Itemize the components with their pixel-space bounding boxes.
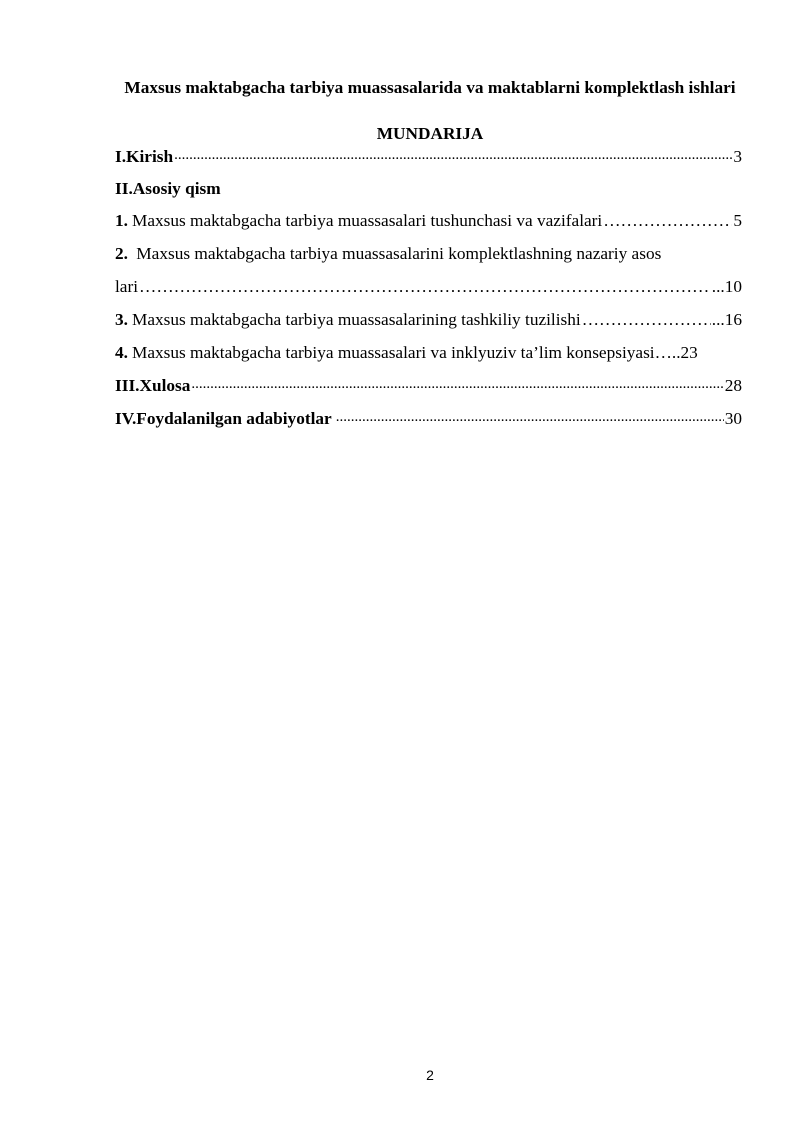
toc-entry-page: 30: [724, 409, 742, 428]
toc-entry-label: IV.Foydalanilgan adabiyotlar: [115, 409, 332, 428]
toc-entry-text-continued: lari: [115, 277, 139, 296]
toc-entry-text: Maxsus maktabgacha tarbiya muassasalarini komplektlashning nazariy asos: [136, 244, 662, 263]
toc-entry-text: Maxsus maktabgacha tarbiya muassasalari tushunchasi va vazifalari: [131, 211, 603, 230]
toc-entry-1[interactable]: [115, 210, 742, 232]
toc-entry-page: ...10: [711, 277, 742, 296]
toc-entry-3[interactable]: [115, 309, 742, 331]
toc-entry-intro[interactable]: [115, 146, 742, 168]
toc-entry-label: I.Kirish: [115, 147, 174, 166]
toc-entry-2-line1[interactable]: [115, 243, 742, 265]
dot-leader: [174, 146, 732, 168]
toc-entry-page: ...16: [711, 310, 742, 329]
page-number: 2: [426, 1067, 434, 1083]
dot-leader: [603, 210, 732, 232]
document-title: Maxsus maktabgacha tarbiya muassasalarida va maktablarni komplektlash ishlari: [124, 78, 736, 97]
toc-entry-page: …..23: [654, 343, 698, 362]
toc-entry-page: 5: [733, 211, 742, 230]
toc-entry-page: 28: [724, 376, 742, 395]
toc-section-heading: II.Asosiy qism: [115, 179, 221, 198]
toc-entry-text: Maxsus maktabgacha tarbiya muassasalari va inklyuziv ta’lim konsepsiyasi: [131, 343, 655, 362]
table-of-contents: [115, 146, 742, 430]
toc-entry-number: 2.: [115, 244, 128, 263]
dot-leader: [191, 375, 723, 397]
toc-entry-number: 3.: [115, 310, 128, 329]
dot-leader: [139, 276, 711, 298]
toc-entry-number: 1.: [115, 211, 128, 230]
toc-entry-4[interactable]: [115, 342, 742, 364]
toc-heading: MUNDARIJA: [376, 124, 484, 143]
toc-entry-page: 3: [733, 147, 742, 166]
toc-entry-label: III.Xulosa: [115, 376, 191, 395]
toc-entry-2-line2[interactable]: [115, 276, 742, 298]
toc-entry-text: Maxsus maktabgacha tarbiya muassasalarining tashkiliy tuzilishi: [131, 310, 581, 329]
toc-entry-references[interactable]: [115, 408, 742, 430]
toc-entry-conclusion[interactable]: [115, 375, 742, 397]
dot-leader: [336, 408, 724, 430]
dot-leader: [582, 309, 711, 331]
toc-entry-number: 4.: [115, 343, 128, 362]
